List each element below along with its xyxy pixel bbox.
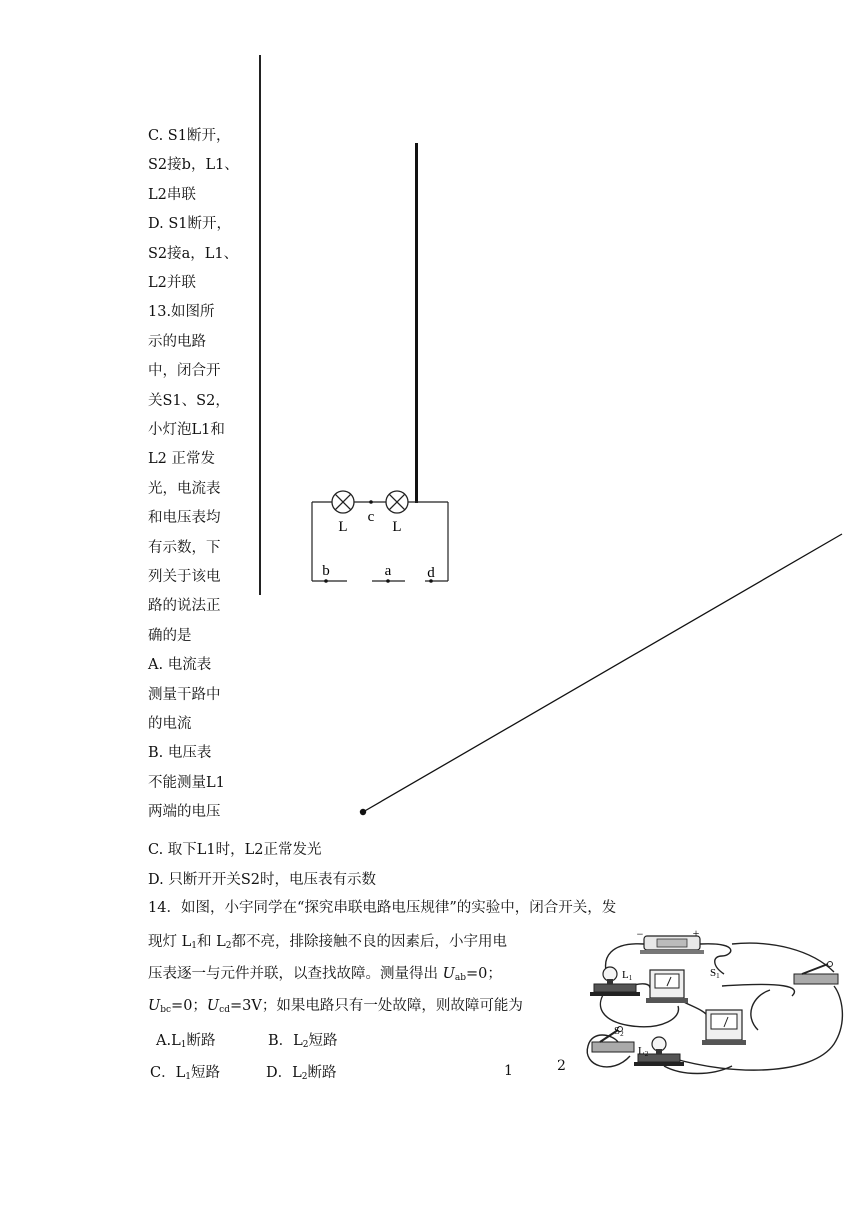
left-column-line: 列关于该电 (148, 569, 221, 585)
left-column-line: 两端的电压 (148, 804, 221, 821)
left-column-line: 关S1、S2， (148, 392, 230, 409)
switch-s1-icon (794, 962, 838, 985)
q13-option-d: D. 只断开开关S2时，电压表有示数 (148, 872, 376, 888)
node-b-label: b (322, 563, 330, 579)
battery-plus-label: + (692, 926, 700, 940)
apparatus-l1-label: L1 (622, 969, 633, 982)
q14-line-1: 14．如图，小宇同学在“探究串联电路电压规律”的实验中，闭合开关，发 (148, 900, 617, 916)
meter-top-icon (646, 970, 688, 1003)
q14-line-3: 压表逐一与元件并联，以查找故障。测量得出 $U_{ab}=0$； (148, 966, 502, 983)
q14-option-c: C．$L_1$短路 (150, 1065, 220, 1082)
left-column-line: C. S1断开， (148, 128, 231, 144)
left-column-line: 和电压表均 (148, 510, 221, 527)
node-a-label: a (384, 563, 392, 579)
left-column-line: 测量干路中 (148, 686, 221, 703)
q13-option-c: C. 取下L1时，L2正常发光 (148, 842, 322, 858)
left-column-line: S2接a，L1、 (148, 245, 239, 262)
q14-option-a: $A.L_1$断路 (156, 1033, 216, 1050)
left-column-line: 确的是 (148, 627, 192, 644)
left-column-line: L2 正常发 (148, 451, 215, 468)
switch-s2-icon (592, 1027, 634, 1053)
page-number-2: 2 (557, 1058, 566, 1074)
apparatus-s2-label: S2 (614, 1025, 624, 1038)
left-column-line: A. 电流表 (148, 657, 212, 674)
left-column-line: 路的说法正 (148, 598, 221, 615)
left-column-line: 13.如图所 (148, 304, 215, 321)
left-column-line: 示的电路 (148, 333, 206, 350)
apparatus-l2-label: L2 (638, 1045, 649, 1058)
voltmeter-right-icon (702, 1010, 746, 1045)
lamp-left-label: L (338, 519, 348, 535)
battery-minus-label: − (636, 927, 644, 941)
q14-option-d: D．$L_2$断路 (266, 1065, 337, 1082)
left-column-line: S2接b，L1、 (148, 157, 239, 174)
left-column-line: L2串联 (148, 186, 196, 203)
left-column-line: D. S1断开， (148, 216, 231, 233)
left-column-line: 的电流 (148, 716, 192, 732)
left-column-line: 小灯泡L1和 (148, 422, 225, 438)
lamp-right-label: L (392, 519, 402, 535)
node-c-label: c (367, 509, 375, 525)
apparatus-s1-label: S1 (710, 967, 720, 980)
q14-line-4: $U_{bc}=0$；$U_{cd}=3V$；如果电路只有一处故障，则故障可能为 (148, 998, 523, 1015)
left-column-line: 中，闭合开 (148, 363, 221, 380)
q14-line-2: 现灯 $L_1$和 $L_2$都不亮，排除接触不良的因素后，小宇用电 (148, 934, 507, 951)
left-column-line: 不能测量L1 (148, 774, 225, 791)
page-number-1: 1 (504, 1063, 513, 1079)
apparatus-illustration (572, 926, 854, 1078)
left-column-line: 光，电流表 (148, 480, 221, 497)
left-column-line: 有示数，下 (148, 539, 221, 556)
left-column-line: L2并联 (148, 275, 196, 291)
left-column-line: B. 电压表 (148, 745, 212, 762)
node-d-label: d (427, 565, 435, 581)
q14-option-b: B．$L_2$短路 (268, 1033, 338, 1050)
lamp-l1-icon (590, 967, 640, 996)
